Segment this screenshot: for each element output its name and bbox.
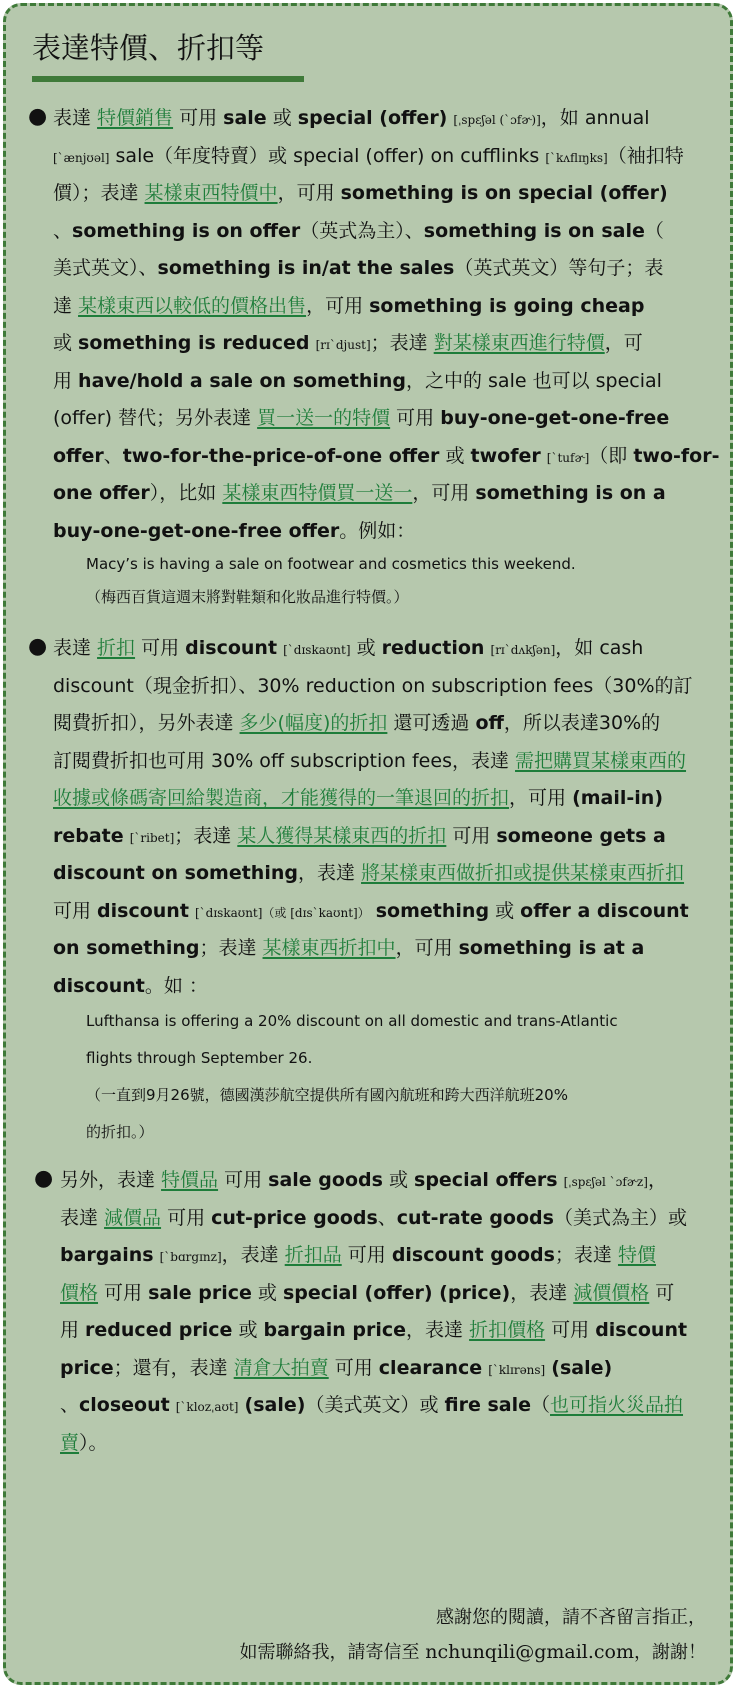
- footer-contact-prefix: 如需聯絡我，請寄信至: [239, 1642, 426, 1663]
- bold-term: something is in/at the sales: [157, 257, 455, 279]
- text-run: ，可用: [306, 294, 370, 317]
- text-run: ；還有，表達: [113, 1356, 234, 1379]
- text-run: 價）；表達: [53, 182, 145, 204]
- text-run: 另外，表達: [60, 1169, 162, 1191]
- highlight-term: 某人獲得某樣東西的折扣: [237, 824, 447, 847]
- paragraph-line: [53, 747, 686, 775]
- paragraph-line: [60, 1429, 108, 1457]
- bold-term: something is on a: [475, 482, 666, 504]
- phonetic: [`ribet]: [129, 830, 175, 845]
- bold-term: something is on special (offer): [340, 182, 668, 204]
- paragraph-line: [53, 367, 662, 395]
- bullet-icon: ●: [28, 104, 48, 129]
- bold-term: discount: [53, 974, 145, 997]
- bold-term: something is reduced: [78, 332, 310, 354]
- phonetic: [rɪ`dʌkʃən]: [490, 643, 556, 657]
- bold-term: something is at a: [458, 937, 645, 959]
- highlight-term: 對某樣東西進行特價: [433, 332, 605, 354]
- text-run: 或: [251, 1281, 283, 1304]
- bold-term: buy-one-get-one-free offer: [53, 519, 340, 542]
- phonetic: [ˌspɛʃəl `ɔfɚz]: [563, 1175, 648, 1189]
- text-run: 可用: [446, 824, 497, 847]
- text-run: (offer) 替代；另外表達: [53, 407, 258, 429]
- bold-term: reduced price: [85, 1319, 233, 1341]
- text-run: ，表達: [510, 1281, 574, 1304]
- bold-term: special offers: [414, 1169, 558, 1191]
- bold-term: one offer: [53, 482, 150, 504]
- paragraph-line: [53, 142, 684, 172]
- paragraph-line: [60, 1279, 674, 1307]
- text-run: 、: [103, 444, 123, 467]
- paragraph-line: [60, 1166, 667, 1196]
- bold-term: discount: [595, 1319, 688, 1341]
- bold-term: something: [375, 899, 490, 922]
- paragraph-line: [60, 1391, 683, 1421]
- phonetic: [`dɪskaʊnt]: [283, 643, 351, 657]
- bold-term: offer: [53, 444, 104, 467]
- highlight-term: 折扣品: [284, 1244, 342, 1266]
- bold-term: rebate: [53, 824, 124, 847]
- highlight-term: 某樣東西特價中: [144, 182, 278, 204]
- paragraph-line: [53, 672, 693, 700]
- bold-term: discount: [185, 637, 278, 659]
- bold-term: discount: [97, 899, 189, 922]
- bold-term: (mail-in): [572, 787, 663, 809]
- text-run: 或: [489, 899, 521, 922]
- highlight-term: 需把購買某樣東西的: [515, 749, 687, 772]
- highlight-term: 某樣東西特價買一送一: [222, 482, 413, 504]
- text-run: 達: [53, 294, 79, 317]
- text-run: （美式為主）或: [553, 1206, 687, 1229]
- text-run: ）。: [79, 1431, 108, 1454]
- bullet-icon: ●: [28, 634, 48, 659]
- text-run: sale（年度特賣）或 special (offer) on cufflinks: [109, 144, 546, 167]
- text-run: 還可透過: [387, 712, 476, 734]
- phonetic: [`dɪskaʊnt]（或 [dɪs`kaʊnt]）: [194, 905, 370, 920]
- text-run: （英式英文）等句子；表: [454, 257, 664, 279]
- text-run: 或: [439, 444, 471, 467]
- text-run: 訂閱費折扣也可用 30% off subscription fees，表達: [53, 749, 516, 772]
- phonetic: [`klɪrəns]: [488, 1362, 546, 1377]
- text-run: ，: [647, 1169, 667, 1191]
- bold-term: on something: [53, 937, 200, 959]
- text-run: 可用: [53, 899, 98, 922]
- bullet-icon: ●: [34, 1166, 54, 1191]
- paragraph-line: [53, 479, 666, 507]
- phonetic: [ˌspɛʃəl (`ɔfɚ)]: [453, 113, 541, 127]
- text-run: （美式英文）或: [305, 1394, 445, 1416]
- text-run: 可用: [341, 1244, 392, 1266]
- text-run: 、: [53, 219, 73, 242]
- page-title: 表達特價、折扣等: [32, 31, 265, 65]
- text-run: ；表達: [199, 937, 263, 959]
- bold-term: price: [60, 1356, 114, 1379]
- paragraph-line: [60, 1316, 687, 1344]
- text-run: 美式英文）、: [53, 257, 158, 279]
- highlight-term: 減價價格: [573, 1281, 650, 1304]
- text-run: （: [530, 1394, 550, 1416]
- content-card: [3, 3, 733, 1685]
- bold-term: fire sale: [444, 1394, 531, 1416]
- bold-term: something is on sale: [423, 219, 645, 242]
- text-run: 可用: [173, 107, 224, 129]
- example-line: Macy’s is having a sale on footwear and cosmetics this weekend.: [86, 555, 576, 573]
- highlight-term: 也可指火災品拍: [550, 1394, 684, 1416]
- paragraph-line: [53, 292, 644, 320]
- bold-term: sale: [223, 107, 267, 129]
- phonetic: [`kʌflɪŋks]: [545, 150, 608, 165]
- text-run: 可用: [328, 1356, 379, 1379]
- bold-term: cut-price goods: [211, 1206, 378, 1229]
- bold-term: something is on offer: [72, 219, 301, 242]
- text-run: （英式為主）、: [300, 219, 424, 242]
- highlight-term: 賣: [60, 1431, 80, 1454]
- bold-term: sale goods: [268, 1169, 383, 1191]
- text-run: 表達: [53, 107, 98, 129]
- paragraph-line: [60, 1354, 612, 1384]
- highlight-term: 買一送一的特價: [257, 407, 391, 429]
- text-run: 可: [649, 1281, 675, 1304]
- text-run: 可用: [545, 1319, 596, 1341]
- paragraph-line: [53, 217, 664, 245]
- text-run: （: [644, 219, 664, 242]
- bold-term: have/hold a sale on something: [78, 369, 406, 392]
- phonetic: [`klozˌaʊt]: [175, 1400, 239, 1414]
- email-link[interactable]: nchunqili@gmail.com: [425, 1641, 634, 1663]
- text-run: 。如 ：: [144, 974, 208, 997]
- text-run: ，表達: [221, 1244, 285, 1266]
- text-run: ，可: [604, 332, 643, 354]
- paragraph-line: [53, 822, 666, 852]
- text-run: 可用: [161, 1206, 212, 1229]
- bold-term: two-for-: [633, 444, 720, 467]
- paragraph-line: [53, 897, 689, 927]
- highlight-term: 收據或條碼寄回給製造商，才能獲得的一筆退回的折扣: [53, 787, 510, 809]
- example-line: flights through September 26.: [86, 1049, 313, 1067]
- paragraph-line: [53, 254, 663, 282]
- paragraph-line: [53, 442, 719, 472]
- highlight-term: 將某樣東西做折扣或提供某樣東西折扣: [361, 862, 685, 884]
- highlight-term: 多少(幅度)的折扣: [239, 712, 388, 734]
- footer-contact: [239, 1638, 706, 1667]
- text-run: 、: [377, 1206, 397, 1229]
- text-run: ，之中的 sale 也可以 special: [405, 369, 662, 392]
- text-run: 或: [53, 332, 79, 354]
- text-run: discount（現金折扣）、30% reduction on subscription fees（30%的訂: [53, 674, 693, 697]
- text-run: 閱費折扣），另外表達: [53, 712, 240, 734]
- text-run: ；表達: [174, 824, 238, 847]
- bold-term: discount on something: [53, 862, 298, 884]
- highlight-term: 折扣: [97, 637, 136, 659]
- bold-term: twofer: [470, 444, 541, 467]
- highlight-term: 價格: [60, 1281, 99, 1304]
- text-run: 表達: [53, 637, 98, 659]
- highlight-term: 特價品: [161, 1169, 219, 1191]
- text-run: ，如 annual: [540, 107, 650, 129]
- text-run: 可用: [390, 407, 441, 429]
- paragraph-line: [60, 1204, 687, 1232]
- bold-term: special (offer) (price): [282, 1281, 511, 1304]
- text-run: （袖扣特: [607, 144, 684, 167]
- example-line: （梅西百貨這週末將對鞋類和化妝品進行特價。）: [86, 588, 409, 606]
- highlight-term: 特價: [617, 1244, 656, 1266]
- text-run: 可用: [135, 637, 186, 659]
- bold-term: bargain price: [263, 1319, 407, 1341]
- text-run: 或: [232, 1319, 264, 1341]
- text-run: ；表達: [370, 332, 434, 354]
- paragraph-line: [53, 104, 650, 134]
- text-run: ，表達: [406, 1319, 470, 1341]
- text-run: 用: [53, 369, 79, 392]
- bold-term: (sale): [244, 1394, 306, 1416]
- bold-term: off: [475, 712, 504, 734]
- bold-term: two-for-the-price-of-one offer: [122, 444, 440, 467]
- highlight-term: 減價品: [104, 1206, 162, 1229]
- text-run: ，表達: [297, 862, 362, 884]
- text-run: ，如 cash: [555, 637, 644, 659]
- text-run: 或: [266, 107, 298, 129]
- text-run: ，可用: [277, 182, 341, 204]
- bold-term: sale price: [148, 1281, 252, 1304]
- text-run: （即: [589, 444, 634, 467]
- example-line: 的折扣。）: [86, 1123, 154, 1141]
- bold-term: something is going cheap: [369, 294, 645, 317]
- text-run: 或: [350, 637, 382, 659]
- text-run: 用: [60, 1319, 86, 1341]
- text-run: ，可用: [395, 937, 459, 959]
- text-run: 。例如：: [339, 519, 416, 542]
- bold-term: buy-one-get-one-free: [440, 407, 670, 429]
- highlight-term: 某樣東西以較低的價格出售: [78, 294, 307, 317]
- footer-contact-suffix: ，謝謝！: [634, 1642, 706, 1663]
- example-line: （一直到9月26號，德國漢莎航空提供所有國內航班和跨大西洋航班20%: [86, 1086, 568, 1104]
- paragraph-line: [53, 404, 669, 432]
- bold-term: discount goods: [391, 1244, 555, 1266]
- paragraph-line: [53, 179, 668, 207]
- phonetic: [`tufɚ]: [546, 450, 590, 465]
- footer-thanks: 感謝您的閱讀，請不吝留言指正，: [436, 1607, 706, 1628]
- phonetic: [rɪ`djust]: [315, 338, 371, 352]
- text-run: ，可用: [412, 482, 476, 504]
- bold-term: offer a discount: [520, 899, 689, 922]
- text-run: 或: [382, 1169, 415, 1191]
- bold-term: cut-rate goods: [396, 1206, 554, 1229]
- text-run: 可用: [218, 1169, 269, 1191]
- bold-term: closeout: [79, 1394, 170, 1416]
- bold-term: (sale): [551, 1356, 613, 1379]
- bold-term: special (offer): [297, 107, 448, 129]
- highlight-term: 某樣東西折扣中: [262, 937, 396, 959]
- bold-term: bargains: [60, 1244, 154, 1266]
- bold-term: someone gets a: [496, 824, 666, 847]
- paragraph-line: [53, 329, 643, 359]
- text-run: ，所以表達30%的: [503, 712, 661, 734]
- title-underline: [32, 76, 304, 82]
- text-run: 、: [60, 1394, 80, 1416]
- text-run: 可用: [98, 1281, 149, 1304]
- phonetic: [`ænjʊəl]: [53, 150, 110, 165]
- example-line: Lufthansa is offering a 20% discount on all domestic and trans-Atlantic: [86, 1012, 618, 1030]
- paragraph-line: [53, 972, 208, 1000]
- paragraph-line: [53, 517, 415, 545]
- paragraph-line: [53, 859, 684, 887]
- text-run: ；表達: [554, 1244, 618, 1266]
- bold-term: reduction: [381, 637, 485, 659]
- phonetic: [`bɑrgɪnz]: [159, 1250, 222, 1264]
- paragraph-line: [53, 634, 643, 664]
- text-run: 表達: [60, 1206, 105, 1229]
- highlight-term: 折扣價格: [469, 1319, 546, 1341]
- paragraph-line: [60, 1241, 656, 1271]
- paragraph-line: [53, 784, 663, 812]
- paragraph-line: [53, 934, 644, 962]
- bold-term: clearance: [378, 1356, 483, 1379]
- paragraph-line: [53, 709, 660, 737]
- text-run: ），比如: [149, 482, 223, 504]
- text-run: ，可用: [509, 787, 573, 809]
- highlight-term: 清倉大拍賣: [233, 1356, 329, 1379]
- highlight-term: 特價銷售: [97, 107, 174, 129]
